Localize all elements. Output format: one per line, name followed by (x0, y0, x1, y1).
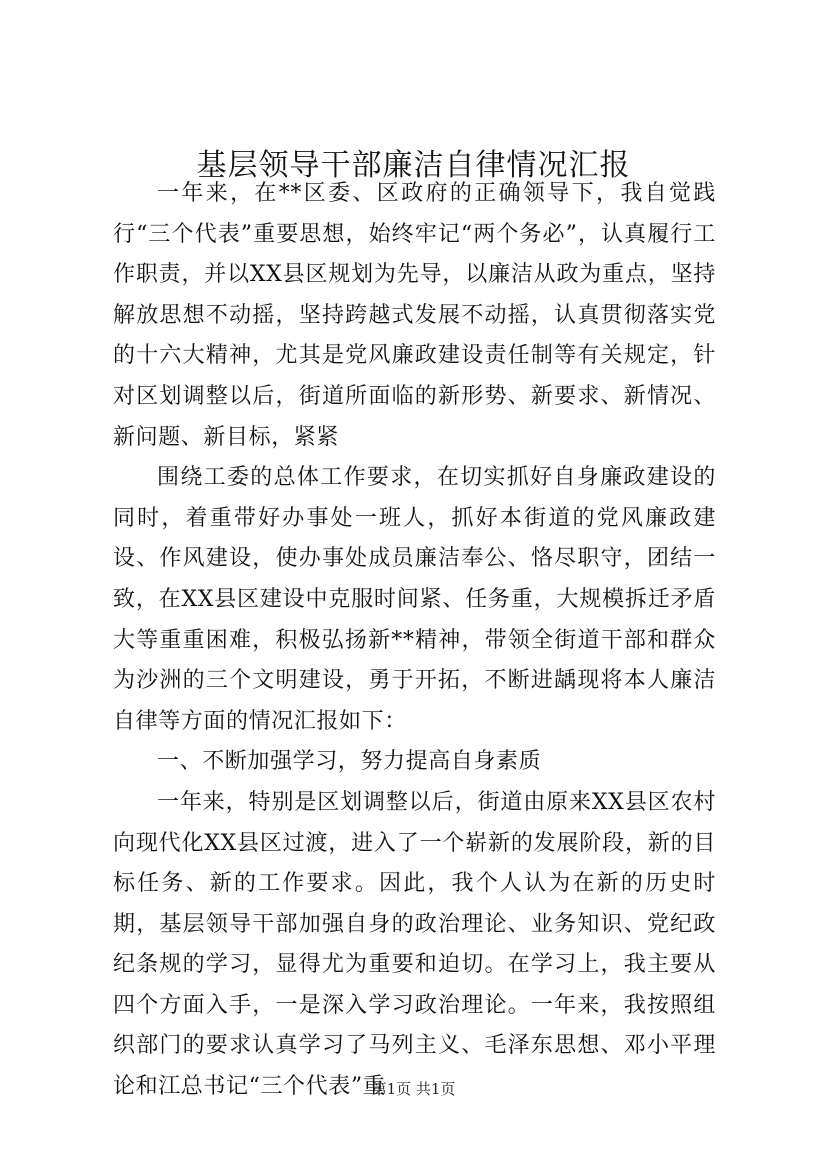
document-body (113, 174, 716, 1108)
page-number: 第1页 共1页 (371, 1080, 456, 1098)
paragraph-focus: 围绕工委的总体工作要求，在切实抓好自身廉政建设的同时，着重带好办事处一班人，抓好本街道的党风廉政建设、作风建设，使办事处成员廉洁奉公、恪尽职守，团结一致，在XX县区建设中克服时间紧、任务重，大规模拆迁矛盾大等重重困难，积极弘扬新**精神，带领全街道干部和群众为沙洲的三个文明建设，勇于开拓，不断进龋现将本人廉洁自律等方面的情况汇报如下： (113, 465, 716, 734)
paragraph-study: 一年来，特别是区划调整以后，街道由原来XX县区农村向现代化XX县区过渡，进入了一个崭新的发展阶段，新的目标任务、新的工作要求。因此，我个人认为在新的历史时期，基层领导干部加强自身的政治理论、业务知识、党纪政纪条规的学习，显得尤为重要和迫切。在学习上，我主要从四个方面入手，一是深入学习政治理论。一年来，我按照组织部门的要求认真学习了马列主义、毛泽东思想、邓小平理论和江总书记“三个代表”重 (113, 789, 716, 1100)
paragraph-intro: 一年来，在**区委、区政府的正确领导下，我自觉践行“三个代表”重要思想，始终牢记“两个务必”，认真履行工作职责，并以XX县区规划为先导，以廉洁从政为重点，坚持解放思想不动摇，坚持跨越式发展不动摇，认真贯彻落实党的十六大精神，尤其是党风廉政建设责任制等有关规定，针对区划调整以后，街道所面临的新形势、新要求、新情况、新问题、新目标，紧紧 (113, 181, 716, 450)
section-heading-1: 一、不断加强学习，努力提高自身素质 (157, 749, 542, 775)
document-title: 基层领导干部廉洁自律情况汇报 (196, 148, 631, 183)
